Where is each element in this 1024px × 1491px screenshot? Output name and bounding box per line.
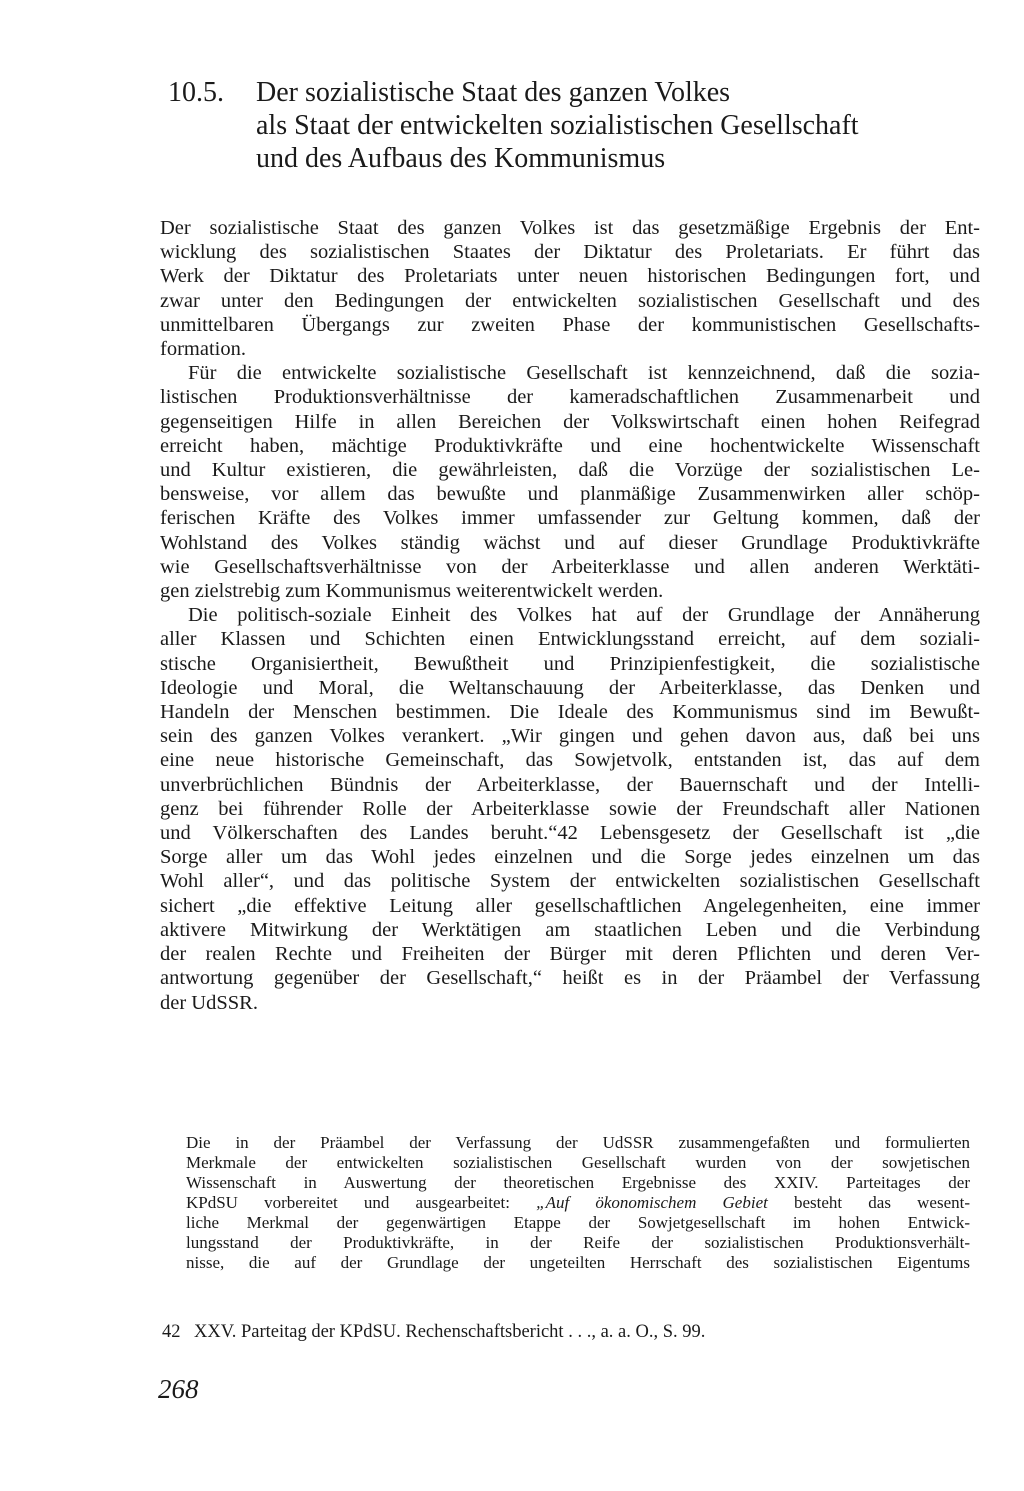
text-line: zwar unter den Bedingungen der entwickelten sozialistischen Gesellschaft und des [160, 289, 980, 312]
text-line: Sorge aller um das Wohl jedes einzelnen und die Sorge jedes einzelnen um das [160, 846, 980, 869]
small-text-line: Merkmale der entwickelten sozialistischen Gesellschaft wurden von der sowjetischen [186, 1153, 970, 1172]
text-line: antwortung gegenüber der Gesellschaft,“ heißt es in der Präambel der Verfassung [160, 967, 980, 990]
text-line: und Völkerschaften des Landes beruht.“42 Lebensgesetz der Gesellschaft ist „die [160, 822, 980, 845]
text-line: aller Klassen und Schichten einen Entwicklungsstand erreicht, auf dem soziali- [160, 628, 980, 651]
text-line: und Kultur existieren, die gewährleisten, daß die Vorzüge der sozialistischen Le- [160, 459, 980, 482]
section-title-line: und des Aufbaus des Kommunismus [256, 143, 666, 174]
section-title [256, 76, 968, 175]
small-text-line: liche Merkmal der gegenwärtigen Etappe der Sowjetgesellschaft im hohen Entwick- [186, 1213, 970, 1232]
text-line: Wohl aller“, und das politische System der entwickelten sozialistischen Gesellschaft [160, 870, 980, 893]
text-line: listischen Produktionsverhältnisse der kameradschaftlichen Zusammenarbeit und [160, 386, 980, 409]
text-line: Für die entwickelte sozialistische Gesellschaft ist kennzeichnend, daß die sozia- [188, 362, 980, 385]
page-number: 268 [158, 1374, 199, 1404]
footnote-mark: 42 [162, 1322, 181, 1342]
text-line: sichert „die effektive Leitung aller gesellschaftlichen Angelegenheiten, eine immer [160, 894, 980, 917]
text-line: Handeln der Menschen bestimmen. Die Ideale des Kommunismus sind im Bewußt- [160, 701, 980, 724]
text-line: gen zielstrebig zum Kommunismus weiterentwickelt werden. [160, 580, 664, 603]
section-number: 10.5. [168, 77, 224, 108]
small-text-line: lungsstand der Produktivkräfte, in der Reife der sozialistischen Produktionsverhält- [186, 1233, 970, 1252]
section-heading [168, 76, 968, 175]
small-text-segment: besteht das wesent- [767, 1193, 970, 1212]
text-line: Die politisch-soziale Einheit des Volkes hat auf der Grundlage der Annäherung [188, 604, 980, 627]
text-line: ferischen Kräfte des Volkes immer umfassender zur Geltung kommen, daß der [160, 507, 980, 530]
text-line: wie Gesellschaftsverhältnisse von der Arbeiterklasse und allen anderen Werktäti- [160, 555, 980, 578]
footnote [162, 1321, 962, 1343]
text-line: erreicht haben, mächtige Produktivkräfte und eine hochentwickelte Wissenschaft [160, 434, 980, 457]
small-text-line: Wissenschaft in Auswertung der theoretischen Ergebnisse des XXIV. Parteitages der [186, 1173, 970, 1192]
section-title-line: Der sozialistische Staat des ganzen Volkes [256, 77, 731, 108]
text-line: genz bei führender Rolle der Arbeiterklasse sowie der Freundschaft aller Nationen [160, 797, 980, 820]
small-text-segment: KPdSU vorbereitet und ausgearbeitet: [186, 1193, 537, 1212]
text-line: unmittelbaren Übergangs zur zweiten Phase der kommunistischen Gesellschafts- [160, 313, 980, 336]
body-text [160, 216, 980, 1015]
text-line: bensweise, vor allem das bewußte und planmäßige Zusammenwirken aller schöp- [160, 483, 980, 506]
text-line: eine neue historische Gemeinschaft, das Sowjetvolk, entstanden ist, das auf dem [160, 749, 980, 772]
paragraph-2 [160, 361, 980, 603]
small-text-line [186, 1193, 970, 1213]
italic-phrase: „Auf ökonomischem Gebiet [536, 1193, 768, 1212]
text-line: Wohlstand des Volkes ständig wächst und auf dieser Grundlage Produktivkräfte [160, 531, 980, 554]
text-line: unverbrüchlichen Bündnis der Arbeiterklasse, der Bauernschaft und der Intelli- [160, 773, 980, 796]
text-line: stische Organisiertheit, Bewußtheit und Prinzipienfestigkeit, die sozialistische [160, 652, 980, 675]
small-text-line: nisse, die auf der Grundlage der ungeteilten Herrschaft des sozialistischen Eigentums [186, 1253, 970, 1272]
small-print-excursus [186, 1133, 970, 1273]
paragraph-3 [160, 603, 980, 1014]
text-line: formation. [160, 338, 246, 361]
text-line: sein des ganzen Volkes verankert. „Wir gingen und gehen davon aus, daß bei uns [160, 725, 980, 748]
text-line: der UdSSR. [160, 991, 258, 1014]
text-line: wicklung des sozialistischen Staates der Diktatur des Proletariats. Er führt das [160, 241, 980, 264]
section-title-line: als Staat der entwickelten sozialistischen Gesellschaft [256, 110, 859, 141]
footnote-text: XXV. Parteitag der KPdSU. Rechenschaftsbericht . . ., a. a. O., S. 99. [194, 1322, 706, 1342]
text-line: Werk der Diktatur des Proletariats unter neuen historischen Bedingungen fort, und [160, 265, 980, 288]
text-line: Ideologie und Moral, die Weltanschauung der Arbeiterklasse, das Denken und [160, 676, 980, 699]
small-text-line: Die in der Präambel der Verfassung der UdSSR zusammengefaßten und formulierten [186, 1133, 970, 1152]
text-line: gegenseitigen Hilfe in allen Bereichen der Volkswirtschaft einen hohen Reifegrad [160, 410, 980, 433]
text-line: der realen Rechte und Freiheiten der Bürger mit deren Pflichten und deren Ver- [160, 943, 980, 966]
text-line: aktivere Mitwirkung der Werktätigen am staatlichen Leben und die Verbindung [160, 918, 980, 941]
paragraph-1 [160, 216, 980, 361]
text-line: Der sozialistische Staat des ganzen Volkes ist das gesetzmäßige Ergebnis der Ent- [160, 217, 980, 239]
